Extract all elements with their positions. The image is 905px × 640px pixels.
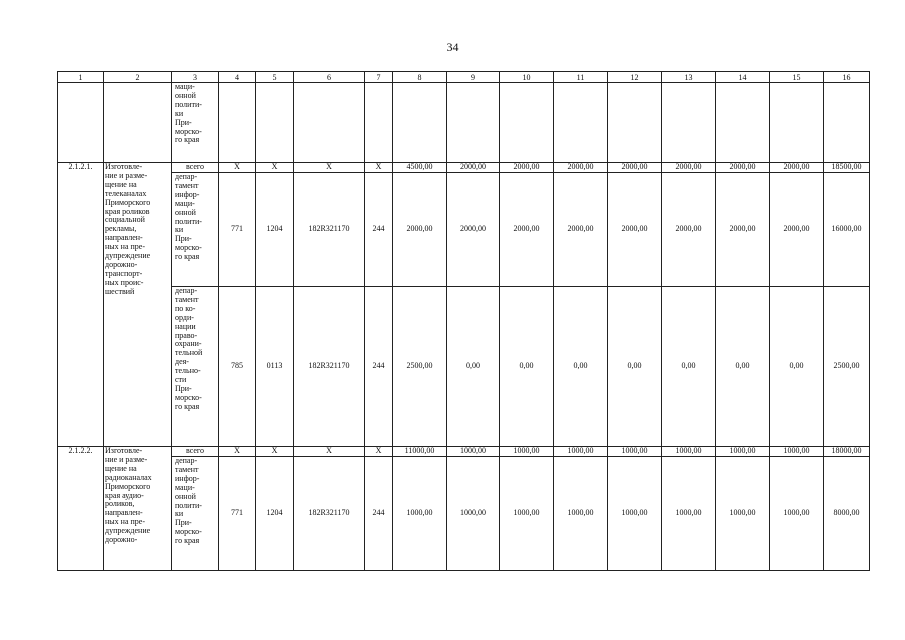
value-cell: 1000,00 [662, 457, 716, 571]
header-cell: 11 [554, 72, 608, 83]
value-cell: 0,00 [770, 287, 824, 447]
value-cell: X [219, 447, 256, 457]
table-row-total [58, 163, 870, 173]
value-cell: 182R321170 [294, 173, 365, 287]
value-cell: 0,00 [447, 287, 500, 447]
value-cell: 11000,00 [393, 447, 447, 457]
header-cell: 8 [393, 72, 447, 83]
value-cell: 785 [219, 287, 256, 447]
value-cell: 244 [365, 173, 393, 287]
header-cell: 1 [58, 72, 104, 83]
value-cell: 2000,00 [500, 163, 554, 173]
value-cell: 1204 [256, 457, 294, 571]
table-row [58, 287, 870, 447]
value-cell: X [256, 163, 294, 173]
total-label: всего [172, 447, 219, 457]
value-cell: 8000,00 [824, 457, 870, 571]
value-cell: 0,00 [608, 287, 662, 447]
value-cell: 0,00 [554, 287, 608, 447]
value-cell: 2000,00 [447, 173, 500, 287]
header-cell: 14 [716, 72, 770, 83]
value-cell: 1000,00 [716, 447, 770, 457]
table-row-total [58, 447, 870, 457]
value-cell: 2000,00 [554, 173, 608, 287]
header-cell: 2 [104, 72, 172, 83]
value-cell: 1000,00 [447, 457, 500, 571]
header-cell: 6 [294, 72, 365, 83]
continued-row [58, 83, 870, 163]
value-cell: 18000,00 [824, 447, 870, 457]
value-cell: 1000,00 [393, 457, 447, 571]
header-cell: 13 [662, 72, 716, 83]
value-cell: X [365, 447, 393, 457]
executor-cell: депар- тамент инфор- маци- онной полити- ки При- морско- го края [172, 173, 219, 287]
table-row [58, 173, 870, 287]
value-cell: 182R321170 [294, 287, 365, 447]
value-cell: 1000,00 [770, 457, 824, 571]
value-cell: 2000,00 [770, 163, 824, 173]
header-cell: 5 [256, 72, 294, 83]
item-name: Изготовле- ние и разме- щение на телеканалах Приморского края роликов социальной рекламы, направлен- ных на пре- дупреждение дорожно- транспорт- ных проис- шествий [104, 163, 172, 447]
value-cell: 2000,00 [447, 163, 500, 173]
value-cell: 1000,00 [662, 447, 716, 457]
value-cell: 4500,00 [393, 163, 447, 173]
value-cell: 1204 [256, 173, 294, 287]
value-cell: 1000,00 [554, 447, 608, 457]
value-cell: 2500,00 [393, 287, 447, 447]
header-cell: 9 [447, 72, 500, 83]
value-cell: 1000,00 [608, 457, 662, 571]
value-cell: X [294, 163, 365, 173]
value-cell: 16000,00 [824, 173, 870, 287]
page-number: 34 [446, 40, 459, 54]
value-cell: 2000,00 [500, 173, 554, 287]
value-cell: 2000,00 [716, 163, 770, 173]
header-cell: 12 [608, 72, 662, 83]
value-cell: X [294, 447, 365, 457]
value-cell: 2500,00 [824, 287, 870, 447]
value-cell: 1000,00 [554, 457, 608, 571]
item-code: 2.1.2.1. [58, 163, 104, 447]
executor-cell: депар- тамент инфор- маци- онной полити- ки При- морско- го края [172, 457, 219, 571]
value-cell: 2000,00 [716, 173, 770, 287]
value-cell: 1000,00 [447, 447, 500, 457]
header-cell: 3 [172, 72, 219, 83]
value-cell: X [256, 447, 294, 457]
value-cell: 2000,00 [608, 163, 662, 173]
value-cell: 0113 [256, 287, 294, 447]
value-cell: 1000,00 [770, 447, 824, 457]
value-cell: 2000,00 [554, 163, 608, 173]
value-cell: 2000,00 [770, 173, 824, 287]
header-row [58, 72, 870, 83]
value-cell: 2000,00 [662, 163, 716, 173]
header-cell: 16 [824, 72, 870, 83]
item-name: Изготовле- ние и разме- щение на радиоканалах Приморского края аудио- роликов, направлен- ных на пре- дупреждение дорожно- [104, 447, 172, 571]
value-cell: 1000,00 [716, 457, 770, 571]
value-cell: 1000,00 [500, 447, 554, 457]
total-label: всего [172, 163, 219, 173]
table-row [58, 457, 870, 571]
header-cell: 15 [770, 72, 824, 83]
value-cell: 2000,00 [393, 173, 447, 287]
value-cell: 1000,00 [500, 457, 554, 571]
value-cell: 1000,00 [608, 447, 662, 457]
value-cell: 2000,00 [608, 173, 662, 287]
value-cell: X [219, 163, 256, 173]
value-cell: 0,00 [500, 287, 554, 447]
executor-cell: маци- онной полити- ки При- морско- го края [172, 83, 219, 163]
value-cell: 0,00 [716, 287, 770, 447]
value-cell: 771 [219, 457, 256, 571]
value-cell: X [365, 163, 393, 173]
header-cell: 4 [219, 72, 256, 83]
value-cell: 244 [365, 287, 393, 447]
value-cell: 0,00 [662, 287, 716, 447]
budget-table [57, 71, 870, 571]
value-cell: 2000,00 [662, 173, 716, 287]
header-cell: 7 [365, 72, 393, 83]
value-cell: 18500,00 [824, 163, 870, 173]
value-cell: 244 [365, 457, 393, 571]
header-cell: 10 [500, 72, 554, 83]
executor-cell: депар- тамент по ко- орди- нации право- охрани- тельной дея- тельно- сти При- морско- го края [172, 287, 219, 447]
item-code: 2.1.2.2. [58, 447, 104, 571]
value-cell: 771 [219, 173, 256, 287]
value-cell: 182R321170 [294, 457, 365, 571]
